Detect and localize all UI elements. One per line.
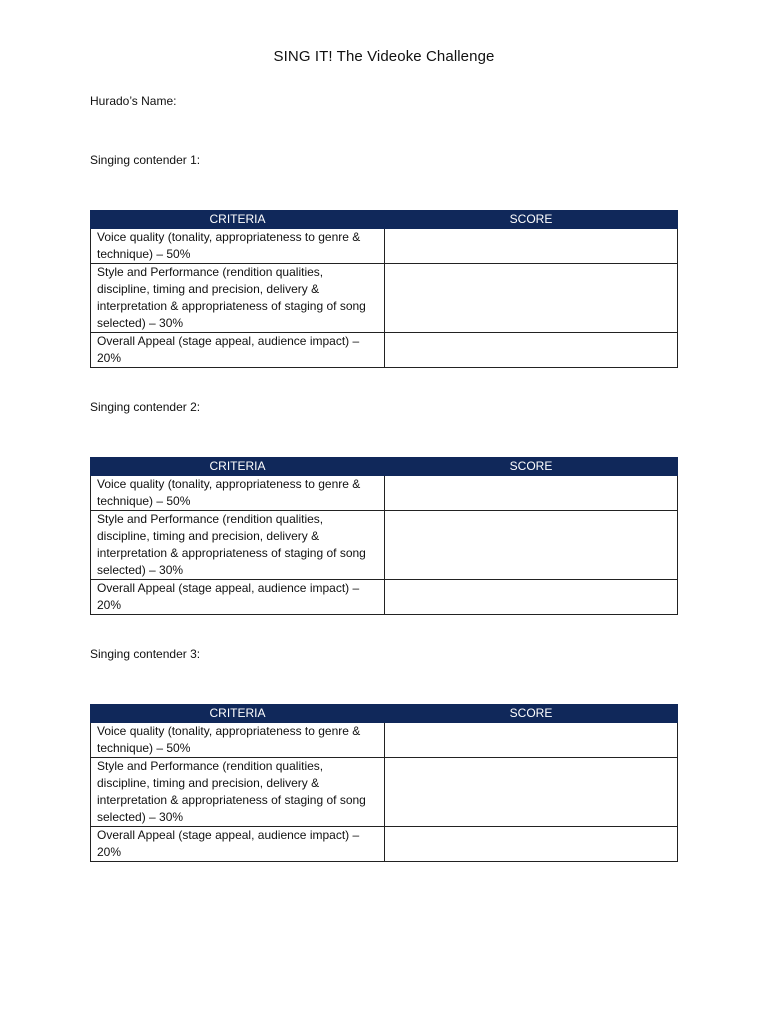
score-cell-overall-appeal[interactable] [385,333,678,368]
criteria-header: CRITERIA [91,458,385,476]
criteria-overall-appeal: Overall Appeal (stage appeal, audience impact) – 20% [91,827,385,862]
contender-3-label: Singing contender 3: [90,647,201,661]
contender-2-score-table [90,457,678,615]
table-row [91,758,678,827]
table-header-row [91,705,678,723]
table-row [91,580,678,615]
table-row [91,264,678,333]
score-cell-overall-appeal[interactable] [385,827,678,862]
score-cell-voice-quality[interactable] [385,723,678,758]
judge-name-label: Hurado’s Name: [90,94,177,108]
criteria-style-performance: Style and Performance (rendition qualities, discipline, timing and precision, delivery & interpretation & appropriateness of staging of song selected) – 30% [91,758,385,827]
page-title: SING IT! The Videoke Challenge [273,48,495,65]
contender-2-label: Singing contender 2: [90,400,201,414]
criteria-style-performance: Style and Performance (rendition qualities, discipline, timing and precision, delivery & interpretation & appropriateness of staging of song selected) – 30% [91,511,385,580]
criteria-overall-appeal: Overall Appeal (stage appeal, audience impact) – 20% [91,580,385,615]
criteria-voice-quality: Voice quality (tonality, appropriateness to genre & technique) – 50% [91,476,385,511]
contender-3-score-table [90,704,678,862]
table-row [91,333,678,368]
criteria-voice-quality: Voice quality (tonality, appropriateness to genre & technique) – 50% [91,723,385,758]
criteria-header: CRITERIA [91,705,385,723]
table-row [91,476,678,511]
score-cell-overall-appeal[interactable] [385,580,678,615]
criteria-style-performance: Style and Performance (rendition qualities, discipline, timing and precision, delivery & interpretation & appropriateness of staging of song selected) – 30% [91,264,385,333]
criteria-header: CRITERIA [91,211,385,229]
table-row [91,723,678,758]
score-cell-style-performance[interactable] [385,758,678,827]
score-cell-style-performance[interactable] [385,264,678,333]
criteria-overall-appeal: Overall Appeal (stage appeal, audience impact) – 20% [91,333,385,368]
contender-1-label: Singing contender 1: [90,153,201,167]
score-header: SCORE [385,211,678,229]
score-cell-style-performance[interactable] [385,511,678,580]
table-header-row [91,211,678,229]
table-row [91,229,678,264]
score-header: SCORE [385,705,678,723]
table-row [91,827,678,862]
criteria-voice-quality: Voice quality (tonality, appropriateness to genre & technique) – 50% [91,229,385,264]
table-row [91,511,678,580]
table-header-row [91,458,678,476]
score-cell-voice-quality[interactable] [385,229,678,264]
contender-1-score-table [90,210,678,368]
score-header: SCORE [385,458,678,476]
score-cell-voice-quality[interactable] [385,476,678,511]
